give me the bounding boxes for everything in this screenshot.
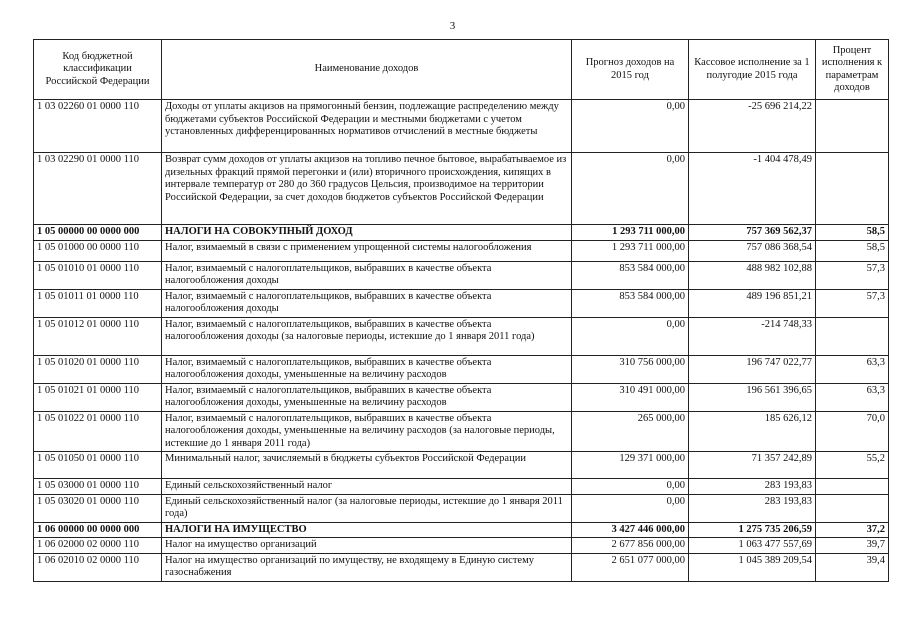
row-code: 1 05 00000 00 0000 000 — [34, 225, 162, 241]
row-code: 1 05 01011 01 0000 110 — [34, 289, 162, 317]
header-percent: Процент исполнения к параметрам доходов — [816, 40, 889, 100]
row-code: 1 05 01021 01 0000 110 — [34, 383, 162, 411]
row-forecast: 2 651 077 000,00 — [572, 553, 689, 581]
row-percent: 70,0 — [816, 411, 889, 452]
row-forecast: 853 584 000,00 — [572, 261, 689, 289]
row-execution: 283 193,83 — [689, 479, 816, 495]
table-row — [34, 538, 889, 554]
row-name: Налог, взимаемый с налогоплательщиков, выбравших в качестве объекта налогообложения доходы, уменьшенные на величину расходов — [162, 355, 572, 383]
row-name: Налог, взимаемый в связи с применением упрощенной системы налогообложения — [162, 240, 572, 261]
row-percent — [816, 317, 889, 355]
row-percent — [816, 494, 889, 522]
row-forecast: 129 371 000,00 — [572, 452, 689, 479]
table-row — [34, 479, 889, 495]
table-row — [34, 494, 889, 522]
row-forecast: 310 756 000,00 — [572, 355, 689, 383]
row-forecast: 265 000,00 — [572, 411, 689, 452]
revenue-table — [33, 39, 889, 582]
table-row — [34, 261, 889, 289]
row-execution: 1 045 389 209,54 — [689, 553, 816, 581]
row-forecast: 2 677 856 000,00 — [572, 538, 689, 554]
row-forecast: 0,00 — [572, 317, 689, 355]
table-row — [34, 100, 889, 153]
row-forecast: 0,00 — [572, 100, 689, 153]
header-forecast: Прогноз доходов на 2015 год — [572, 40, 689, 100]
row-name: Налог на имущество организаций — [162, 538, 572, 554]
row-execution: 71 357 242,89 — [689, 452, 816, 479]
table-row — [34, 553, 889, 581]
row-execution: -1 404 478,49 — [689, 153, 816, 225]
row-execution: -25 696 214,22 — [689, 100, 816, 153]
row-execution: 196 747 022,77 — [689, 355, 816, 383]
row-percent — [816, 153, 889, 225]
row-percent: 57,3 — [816, 261, 889, 289]
row-forecast: 0,00 — [572, 494, 689, 522]
row-percent: 39,7 — [816, 538, 889, 554]
row-name: Налог, взимаемый с налогоплательщиков, выбравших в качестве объекта налогообложения доходы, уменьшенные на величину расходов — [162, 383, 572, 411]
row-percent — [816, 100, 889, 153]
row-forecast: 310 491 000,00 — [572, 383, 689, 411]
table-row — [34, 225, 889, 241]
row-execution: 757 369 562,37 — [689, 225, 816, 241]
row-code: 1 05 01012 01 0000 110 — [34, 317, 162, 355]
row-name: Доходы от уплаты акцизов на прямогонный бензин, подлежащие распределению между бюджетами субъектов Российской Федерации и местными бюджетами с учетом установленных дифференцированных нормативов отчислений в местные бюджеты — [162, 100, 572, 153]
row-execution: 757 086 368,54 — [689, 240, 816, 261]
row-name: Единый сельскохозяйственный налог — [162, 479, 572, 495]
row-percent: 39,4 — [816, 553, 889, 581]
row-code: 1 03 02260 01 0000 110 — [34, 100, 162, 153]
row-name: Единый сельскохозяйственный налог (за налоговые периоды, истекшие до 1 января 2011 года) — [162, 494, 572, 522]
row-code: 1 05 01050 01 0000 110 — [34, 452, 162, 479]
row-name: Налог, взимаемый с налогоплательщиков, выбравших в качестве объекта налогообложения доходы — [162, 289, 572, 317]
row-code: 1 05 03020 01 0000 110 — [34, 494, 162, 522]
row-execution: 488 982 102,88 — [689, 261, 816, 289]
table-row — [34, 317, 889, 355]
table-row — [34, 522, 889, 538]
table-header-row — [34, 40, 889, 100]
row-code: 1 03 02290 01 0000 110 — [34, 153, 162, 225]
row-percent: 58,5 — [816, 225, 889, 241]
row-execution: -214 748,33 — [689, 317, 816, 355]
row-percent: 37,2 — [816, 522, 889, 538]
row-forecast: 3 427 446 000,00 — [572, 522, 689, 538]
row-code: 1 05 03000 01 0000 110 — [34, 479, 162, 495]
table-row — [34, 153, 889, 225]
row-percent: 63,3 — [816, 355, 889, 383]
table-row — [34, 411, 889, 452]
row-execution: 185 626,12 — [689, 411, 816, 452]
table-row — [34, 383, 889, 411]
row-percent: 63,3 — [816, 383, 889, 411]
row-execution: 1 275 735 206,59 — [689, 522, 816, 538]
table-row — [34, 355, 889, 383]
row-forecast: 0,00 — [572, 479, 689, 495]
row-code: 1 05 01000 00 0000 110 — [34, 240, 162, 261]
table-row — [34, 289, 889, 317]
row-code: 1 05 01022 01 0000 110 — [34, 411, 162, 452]
page-number: 3 — [449, 20, 456, 32]
row-percent: 55,2 — [816, 452, 889, 479]
row-name: НАЛОГИ НА ИМУЩЕСТВО — [162, 522, 572, 538]
table-row — [34, 240, 889, 261]
header-code: Код бюджетной классификации Российской Федерации — [34, 40, 162, 100]
row-name: Налог, взимаемый с налогоплательщиков, выбравших в качестве объекта налогообложения доходы, уменьшенные на величину расходов (за налоговые периоды, истекшие до 1 января 2011 года) — [162, 411, 572, 452]
row-execution: 283 193,83 — [689, 494, 816, 522]
row-execution: 489 196 851,21 — [689, 289, 816, 317]
row-code: 1 06 02000 02 0000 110 — [34, 538, 162, 554]
row-execution: 1 063 477 557,69 — [689, 538, 816, 554]
row-forecast: 1 293 711 000,00 — [572, 225, 689, 241]
row-forecast: 853 584 000,00 — [572, 289, 689, 317]
row-code: 1 06 02010 02 0000 110 — [34, 553, 162, 581]
row-forecast: 0,00 — [572, 153, 689, 225]
header-name: Наименование доходов — [162, 40, 572, 100]
row-percent: 58,5 — [816, 240, 889, 261]
row-code: 1 05 01020 01 0000 110 — [34, 355, 162, 383]
row-code: 1 05 01010 01 0000 110 — [34, 261, 162, 289]
row-code: 1 06 00000 00 0000 000 — [34, 522, 162, 538]
row-percent — [816, 479, 889, 495]
header-execution: Кассовое исполнение за 1 полугодие 2015 года — [689, 40, 816, 100]
row-name: Налог, взимаемый с налогоплательщиков, выбравших в качестве объекта налогообложения доходы (за налоговые периоды, истекшие до 1 января 2011 года) — [162, 317, 572, 355]
row-name: Минимальный налог, зачисляемый в бюджеты субъектов Российской Федерации — [162, 452, 572, 479]
row-name: Налог на имущество организаций по имуществу, не входящему в Единую систему газоснабжения — [162, 553, 572, 581]
table-row — [34, 452, 889, 479]
row-execution: 196 561 396,65 — [689, 383, 816, 411]
row-name: Налог, взимаемый с налогоплательщиков, выбравших в качестве объекта налогообложения доходы — [162, 261, 572, 289]
row-forecast: 1 293 711 000,00 — [572, 240, 689, 261]
row-name: НАЛОГИ НА СОВОКУПНЫЙ ДОХОД — [162, 225, 572, 241]
row-name: Возврат сумм доходов от уплаты акцизов на топливо печное бытовое, вырабатываемое из дизельных фракций прямой перегонки и (или) вторичного происхождения, кипящих в интервале температур от 280 до 360 градусов Цельсия, производимое на территории Российской Федерации, за счет доходов бюджетов субъектов Российской Федерации — [162, 153, 572, 225]
row-percent: 57,3 — [816, 289, 889, 317]
